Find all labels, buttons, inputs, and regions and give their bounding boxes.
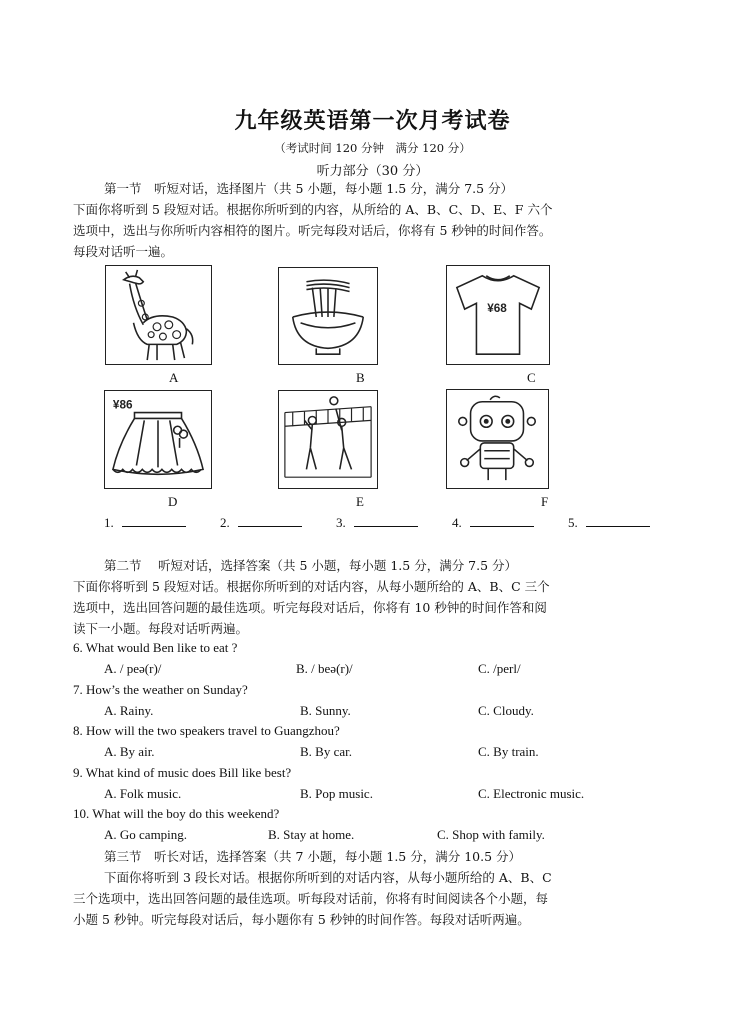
- question-8: 8. How will the two speakers travel to Guangzhou?: [73, 723, 340, 738]
- picture-a: [105, 265, 212, 365]
- answer-blank-1[interactable]: 1.: [104, 515, 186, 531]
- section3-instruction-line: 下面你将听到 3 段长对话。根据你所听到的对话内容，从每小题所给的 A、B、C: [104, 870, 552, 885]
- option-a[interactable]: A. Folk music.: [104, 786, 182, 801]
- option-c[interactable]: C. By train.: [478, 744, 539, 759]
- section3-heading: 第三节 听长对话，选择答案（共 7 小题，每小题 1.5 分，满分 10.5 分）: [104, 849, 522, 864]
- question-10: 10. What will the boy do this weekend?: [73, 806, 280, 821]
- tshirt-icon: [447, 266, 549, 364]
- section2-instruction-line: 下面你将听到 5 段短对话。根据你所听到的对话内容，从每小题所给的 A、B、C 三个: [73, 579, 550, 594]
- answer-blank-2[interactable]: 2.: [220, 515, 302, 531]
- picture-label: A: [169, 370, 179, 385]
- picture-label: F: [541, 494, 549, 509]
- picture-d: [104, 390, 212, 489]
- option-c[interactable]: C. Shop with family.: [437, 827, 545, 842]
- option-b[interactable]: B. Sunny.: [300, 703, 351, 718]
- question-6: 6. What would Ben like to eat ?: [73, 640, 238, 655]
- picture-label: D: [168, 494, 178, 509]
- price-tag: ¥86: [112, 398, 133, 412]
- option-a[interactable]: A. Go camping.: [104, 827, 188, 842]
- picture-c: [446, 265, 550, 365]
- robot-icon: [447, 390, 548, 488]
- option-c[interactable]: C. Cloudy.: [478, 703, 534, 718]
- question-9: 9. What kind of music does Bill like best?: [73, 765, 292, 780]
- section2-heading: 第二节 听短对话，选择答案（共 5 小题，每小题 1.5 分，满分 7.5 分）: [104, 558, 518, 573]
- option-a[interactable]: A. By air.: [104, 744, 155, 759]
- section1-instruction-line: 每段对话听一遍。: [73, 244, 174, 259]
- giraffe-icon: [106, 266, 211, 364]
- picture-b: [278, 267, 378, 365]
- picture-label: C: [527, 370, 536, 385]
- section1-instruction-line: 下面你将听到 5 段短对话。根据你所听到的内容，从所给的 A、B、C、D、E、F 六个: [73, 202, 553, 217]
- option-c[interactable]: C. /perl/: [478, 661, 521, 676]
- page-title: 九年级英语第一次月考试卷: [234, 108, 511, 134]
- section1-instruction-line: 选项中，选出与你所听内容相符的图片。听完每段对话后，你将有 5 秒钟的时间作答。: [73, 223, 552, 238]
- option-b[interactable]: B. Pop music.: [300, 786, 373, 801]
- option-a[interactable]: A. / peə(r)/: [104, 661, 162, 676]
- picture-e: [278, 390, 378, 489]
- section2-instruction-line: 读下一小题。每段对话听两遍。: [73, 621, 249, 636]
- picture-label: B: [356, 370, 365, 385]
- answer-blank-4[interactable]: 4.: [452, 515, 534, 531]
- exam-time-note: （考试时间 120 分钟 满分 120 分）: [274, 141, 471, 155]
- noodle-bowl-icon: [279, 268, 377, 364]
- price-tag: ¥68: [487, 302, 507, 316]
- answer-blank-5[interactable]: 5.: [568, 515, 650, 531]
- volleyball-icon: [279, 391, 377, 488]
- section1-heading: 第一节 听短对话，选择图片（共 5 小题，每小题 1.5 分，满分 7.5 分）: [104, 181, 514, 196]
- answer-blank-3[interactable]: 3.: [336, 515, 418, 531]
- picture-f: [446, 389, 549, 489]
- section2-instruction-line: 选项中，选出回答问题的最佳选项。听完每段对话后，你将有 10 秒钟的时间作答和阅: [73, 600, 547, 615]
- option-b[interactable]: B. / beə(r)/: [296, 661, 353, 676]
- skirt-icon: [105, 391, 211, 488]
- option-b[interactable]: B. By car.: [300, 744, 352, 759]
- question-7: 7. How’s the weather on Sunday?: [73, 682, 248, 697]
- option-c[interactable]: C. Electronic music.: [478, 786, 585, 801]
- part-heading: 听力部分（30 分）: [316, 164, 429, 179]
- option-b[interactable]: B. Stay at home.: [268, 827, 355, 842]
- picture-label: E: [356, 494, 364, 509]
- section3-instruction-line: 小题 5 秒钟。听完每段对话后，每小题你有 5 秒钟的时间作答。每段对话听两遍。: [73, 912, 530, 927]
- option-a[interactable]: A. Rainy.: [104, 703, 154, 718]
- section3-instruction-line: 三个选项中，选出回答问题的最佳选项。听每段对话前，你将有时间阅读各个小题，每: [73, 891, 549, 906]
